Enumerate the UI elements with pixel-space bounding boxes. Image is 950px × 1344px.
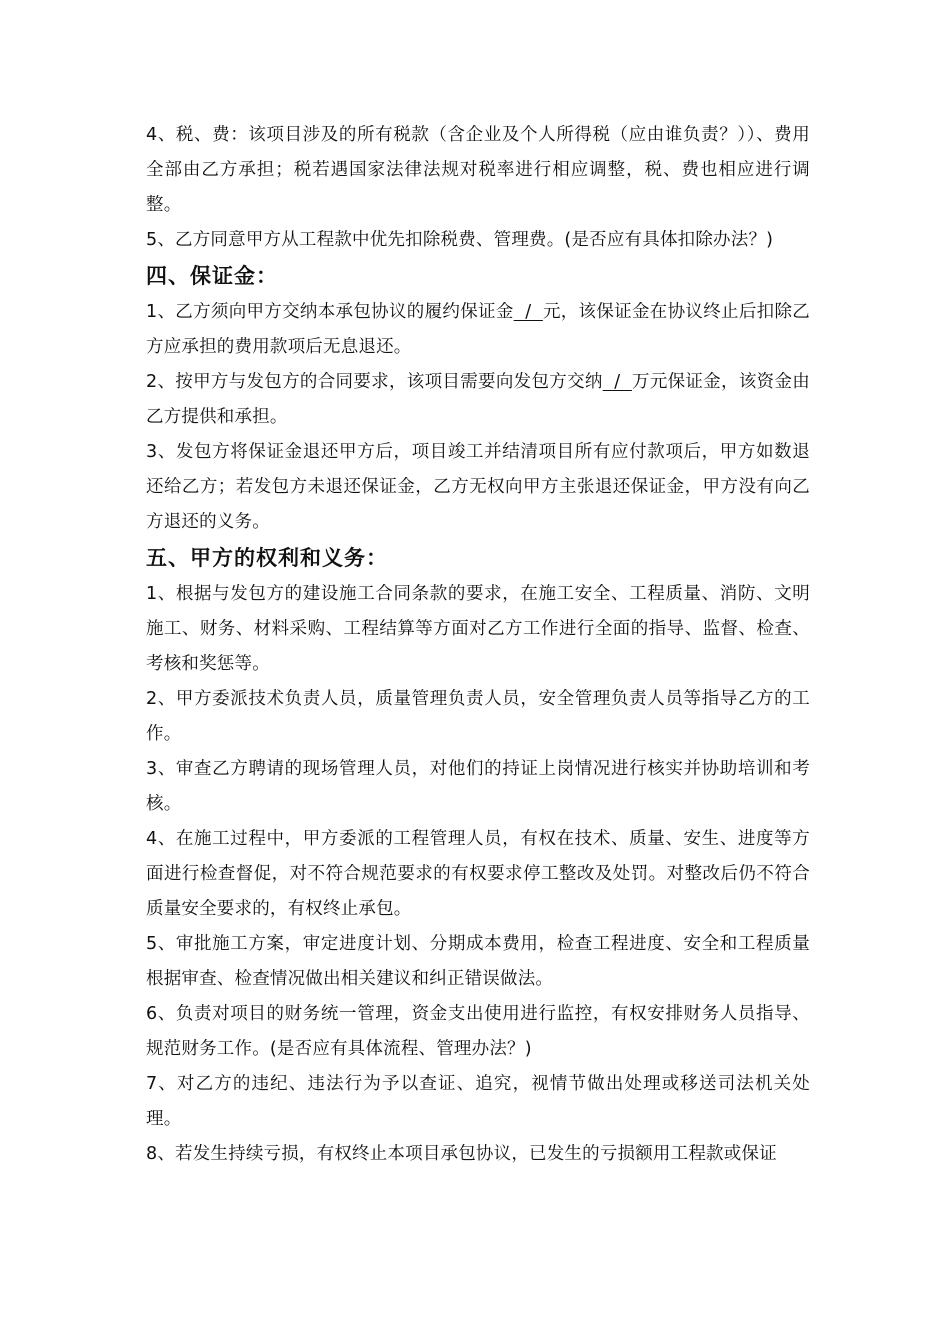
deposit-item-1 [146,295,810,365]
deposit-item-2-text-b: 万元保证金，该资金由乙方提供和承担。 [146,372,811,427]
party-a-item: 7、对乙方的违纪、违法行为予以查证、追究，视情节做出处理或移送司法机关处理。 [146,1074,810,1129]
deposit-item-2 [146,365,810,435]
deposit-item-1-text-a: 1、乙方须向甲方交纳本承包协议的履约保证金 [146,302,514,322]
party-a-item: 1、根据与发包方的建设施工合同条款的要求，在施工安全、工程质量、消防、文明施工、财务、材料采购、工程结算等方面对乙方工作进行全面的指导、监督、检查、考核和奖惩等。 [146,584,810,674]
party-a-item: 8、若发生持续亏损，有权终止本项目承包协议，已发生的亏损额用工程款或保证 [146,1144,777,1164]
deposit-item-2-text-a: 2、按甲方与发包方的合同要求，该项目需要向发包方交纳 [146,372,603,392]
party-a-item: 3、审查乙方聘请的现场管理人员，对他们的持证上岗情况进行核实并协助培训和考核。 [146,759,810,814]
deposit-item-1-text-b: 元，该保证金在协议终止后扣除乙方应承担的费用款项后无息退还。 [146,302,810,357]
deposit-amount-blank-2: / [602,372,632,392]
party-a-item: 2、甲方委派技术负责人员，质量管理负责人员，安全管理负责人员等指导乙方的工作。 [146,689,810,744]
party-a-item: 6、负责对项目的财务统一管理，资金支出使用进行监控，有权安排财务人员指导、规范财务工作。(是否应有具体流程、管理办法？) [146,1004,810,1059]
document-body [146,118,810,1172]
tax-fee-clause: 4、税、费：该项目涉及的所有税款（含企业及个人所得税（应由谁负责？））、费用全部由乙方承担；税若遇国家法律法规对税率进行相应调整，税、费也相应进行调整。 [146,125,810,215]
section-heading-deposit: 四、保证金： [146,264,278,288]
party-a-item: 4、在施工过程中，甲方委派的工程管理人员，有权在技术、质量、安生、进度等方面进行检查督促，对不符合规范要求的有权要求停工整改及处罚。对整改后仍不符合质量安全要求的，有权终止承包。 [146,829,810,919]
deduction-clause: 5、乙方同意甲方从工程款中优先扣除税费、管理费。(是否应有具体扣除办法？) [146,230,774,250]
section-heading-party-a-rights: 五、甲方的权利和义务： [146,546,388,570]
party-a-item: 5、审批施工方案，审定进度计划、分期成本费用，检查工程进度、安全和工程质量根据审查、检查情况做出相关建议和纠正错误做法。 [146,934,810,989]
deposit-item-3: 3、发包方将保证金退还甲方后，项目竣工并结清项目所有应付款项后，甲方如数退还给乙方；若发包方未退还保证金，乙方无权向甲方主张退还保证金，甲方没有向乙方退还的义务。 [146,442,810,532]
deposit-amount-blank: / [513,302,543,322]
